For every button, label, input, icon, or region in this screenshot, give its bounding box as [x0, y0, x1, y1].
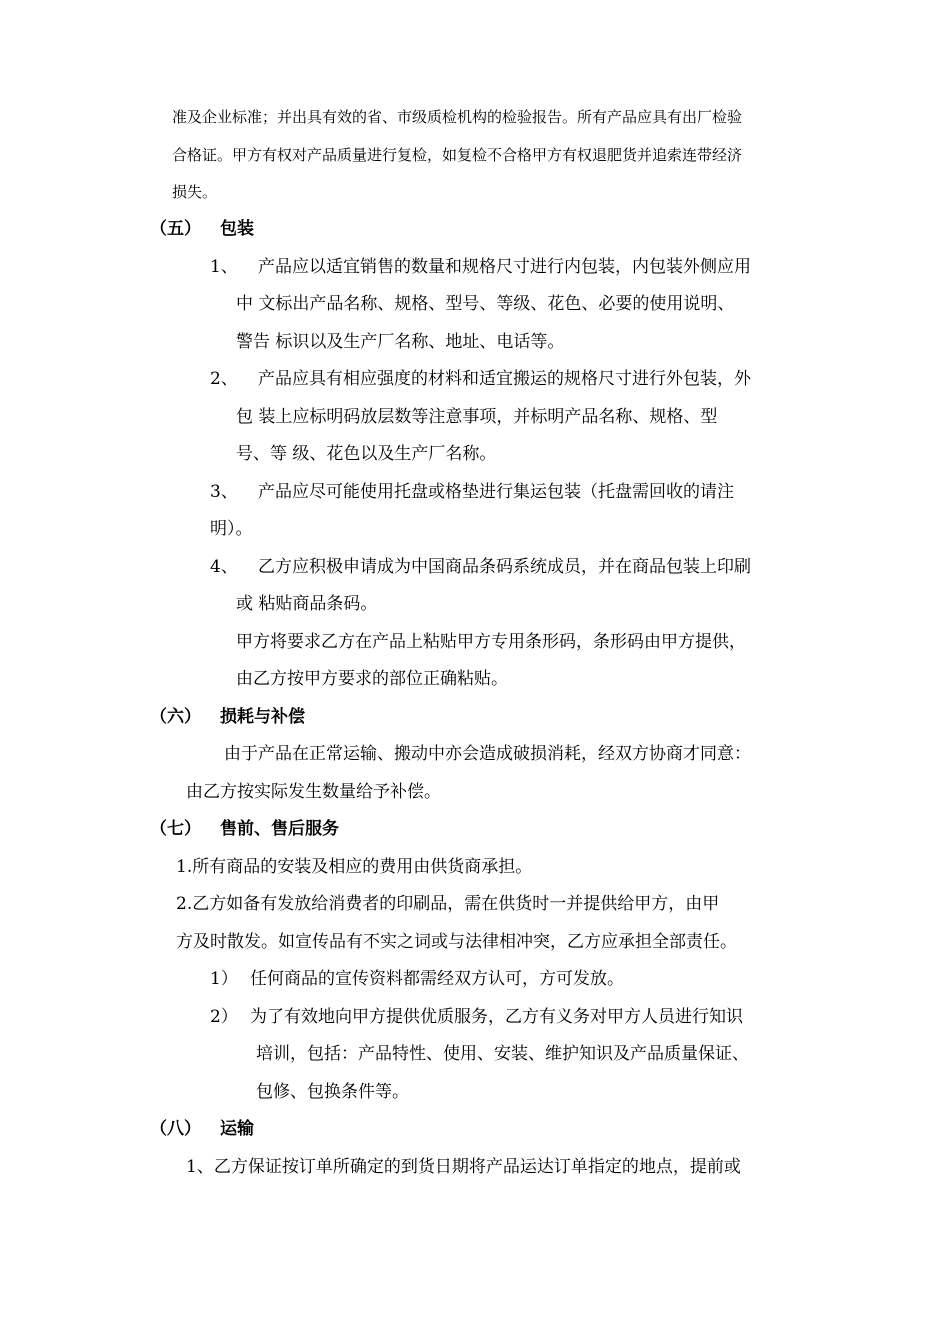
- item-4-line-4: 由乙方按甲方要求的部位正确粘贴。: [236, 669, 508, 689]
- section-5-number: （五）: [150, 219, 201, 239]
- sub-item-1-text: 任何商品的宣传资料都需经双方认可，方可发放。: [250, 969, 624, 989]
- item-4-line-2: 或 粘贴商品条码。: [236, 594, 378, 614]
- item-2-line-2: 包 装上应标明码放层数等注意事项，并标明产品名称、规格、型: [236, 407, 718, 427]
- sub-item-1-number: 1）: [210, 969, 238, 989]
- sub-item-2-line-3: 包修、包换条件等。: [256, 1082, 409, 1102]
- sub-item-2-line-2: 培训，包括：产品特性、使用、安装、维护知识及产品质量保证、: [256, 1044, 749, 1064]
- item-4-line-1: 乙方应积极申请成为中国商品条码系统成员，并在商品包装上印刷: [258, 557, 751, 577]
- item-1-line-1: 产品应以适宜销售的数量和规格尺寸进行内包装，内包装外侧应用: [258, 257, 751, 277]
- item-4-number: 4、: [210, 557, 238, 577]
- section-6-number: （六）: [150, 707, 201, 727]
- item-2-line-1: 产品应具有相应强度的材料和适宜搬运的规格尺寸进行外包装，外: [258, 369, 751, 389]
- item-1-line-3: 警告 标识以及生产厂名称、地址、电话等。: [236, 332, 565, 352]
- section-7-number: （七）: [150, 819, 201, 839]
- sub-item-2-number: 2）: [210, 1007, 238, 1027]
- section-7-title: 售前、售后服务: [220, 819, 339, 839]
- item-2-line-3: 号、等 级、花色以及生产厂名称。: [236, 444, 497, 464]
- item-1-line-2: 中 文标出产品名称、规格、型号、等级、花色、必要的使用说明、: [236, 294, 735, 314]
- intro-line-3: 损失。: [172, 183, 218, 201]
- item-3-line-2: 明）。: [210, 519, 253, 539]
- section-7-paragraph-2-line-1: 2.乙方如备有发放给消费者的印刷品，需在供货时一并提供给甲方，由甲: [176, 894, 720, 914]
- item-1-number: 1、: [210, 257, 238, 277]
- section-6-line-2: 由乙方按实际发生数量给予补偿。: [186, 782, 441, 802]
- item-3-number: 3、: [210, 482, 238, 502]
- item-3-line-1: 产品应尽可能使用托盘或格垫进行集运包装（托盘需回收的请注: [258, 482, 734, 502]
- section-8-title: 运输: [220, 1119, 254, 1139]
- section-6-title: 损耗与补偿: [220, 707, 305, 727]
- section-5-title: 包装: [220, 219, 254, 239]
- section-6-line-1: 由于产品在正常运输、搬动中亦会造成破损消耗，经双方协商才同意：: [224, 744, 751, 764]
- section-7-paragraph-1: 1.所有商品的安装及相应的费用由供货商承担。: [176, 857, 533, 877]
- intro-line-2: 合格证。甲方有权对产品质量进行复检，如复检不合格甲方有权退肥货并追索连带经济: [172, 146, 743, 164]
- section-8-number: （八）: [150, 1119, 201, 1139]
- sub-item-2-line-1: 为了有效地向甲方提供优质服务，乙方有义务对甲方人员进行知识: [250, 1007, 743, 1027]
- item-2-number: 2、: [210, 369, 238, 389]
- section-8-line-1: 1、乙方保证按订单所确定的到货日期将产品运达订单指定的地点，提前或: [186, 1157, 741, 1177]
- section-7-paragraph-2-line-2: 方及时散发。如宣传品有不实之词或与法律相冲突，乙方应承担全部责任。: [176, 932, 737, 952]
- intro-line-1: 准及企业标准；并出具有效的省、市级质检机构的检验报告。所有产品应具有出厂检验: [172, 108, 743, 126]
- item-4-line-3: 甲方将要求乙方在产品上粘贴甲方专用条形码，条形码由甲方提供，: [236, 632, 746, 652]
